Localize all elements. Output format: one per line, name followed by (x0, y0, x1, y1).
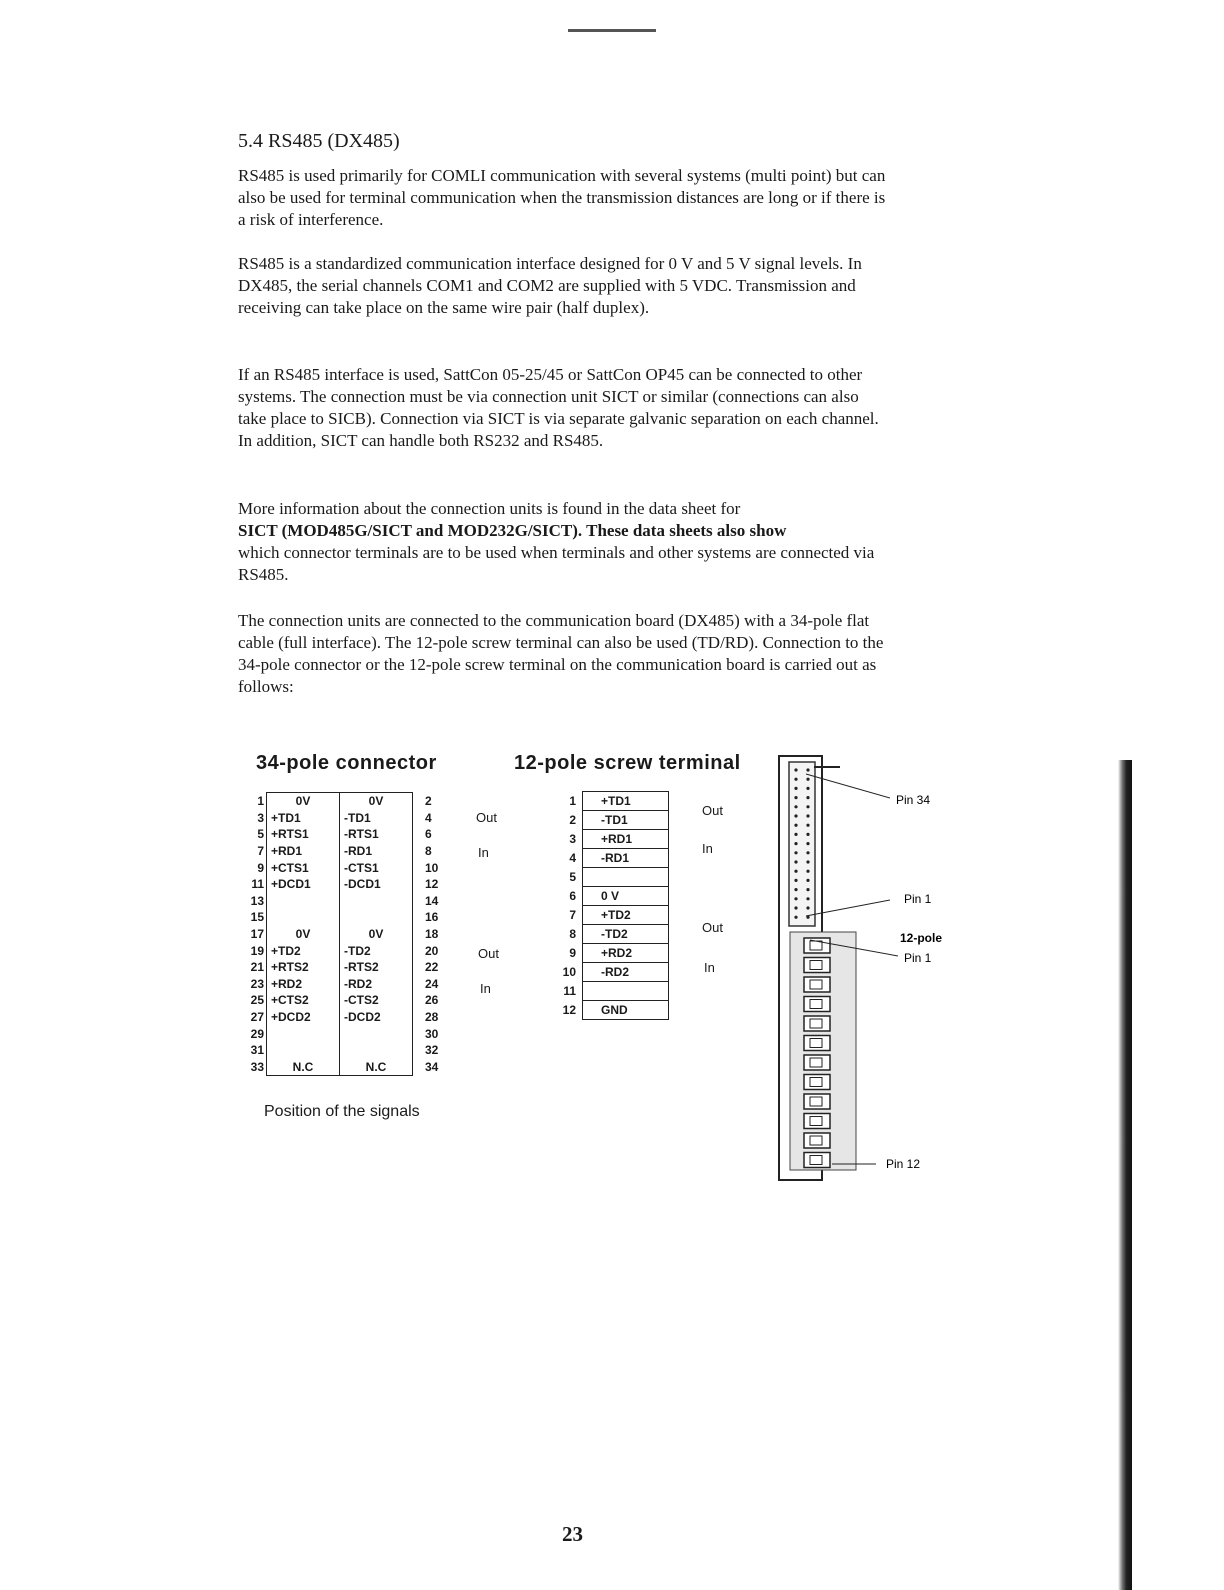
terminal-number: 1 (569, 794, 576, 808)
pin-number: 28 (425, 1010, 439, 1025)
terminal12-label-out-2: Out (702, 920, 723, 935)
header-pin (794, 860, 797, 863)
connector34-label-in-1: In (478, 845, 489, 860)
header-pin (806, 860, 809, 863)
pin-number: 13 (250, 893, 264, 908)
connector34-label-out-2: Out (478, 946, 499, 961)
header-pin (794, 833, 797, 836)
terminal12-row (548, 925, 669, 944)
signal-cell: -CTS1 (340, 859, 413, 876)
header-pin (806, 842, 809, 845)
connector34-row (246, 859, 445, 876)
pin-number: 23 (250, 976, 264, 991)
terminal12-row (548, 982, 669, 1001)
pin-number: 11 (251, 877, 264, 892)
signal-cell (267, 1025, 340, 1042)
pin-number: 22 (425, 960, 439, 975)
signal-cell: N.C (340, 1059, 413, 1076)
signal-cell (340, 893, 413, 910)
screw-terminal (804, 1075, 830, 1090)
terminal-number: 8 (569, 927, 576, 941)
pin-number: 17 (250, 927, 264, 942)
terminal-signal: +TD1 (583, 792, 669, 811)
signal-cell: 0V (340, 926, 413, 943)
header-pin (794, 870, 797, 873)
screw-terminal (804, 958, 830, 973)
header-pin (806, 833, 809, 836)
pin-number: 32 (425, 1043, 439, 1058)
paragraph-4 (238, 498, 888, 586)
screw-terminal (804, 938, 830, 953)
connector34-row (246, 992, 445, 1009)
connector34-header (789, 762, 815, 926)
header-pin (794, 796, 797, 799)
header-pin (806, 870, 809, 873)
paragraph-4-line-3: which connector terminals are to be used when terminals and other systems are connected via RS485. (238, 543, 875, 584)
connector34-row (246, 976, 445, 993)
header-pin (794, 888, 797, 891)
screw-terminal (804, 1114, 830, 1129)
paragraph-3: If an RS485 interface is used, SattCon 05-25/45 or SattCon OP45 can be connected to other systems. The connection must be via connection unit SICT or similar (connections can also take place to SICB). Connection via SICT is via separate galvanic separation on each channel. In addition, SICT can handle both RS232 and RS485. (238, 365, 879, 450)
signal-cell: +TD1 (267, 810, 340, 827)
connector34-row (246, 959, 445, 976)
signal-cell: +CTS1 (267, 859, 340, 876)
pin-number: 14 (425, 893, 439, 908)
pin-number: 31 (250, 1043, 264, 1058)
terminal12-table (548, 791, 669, 1020)
terminal12-row (548, 792, 669, 811)
signal-cell (267, 893, 340, 910)
signal-cell: -RTS2 (340, 959, 413, 976)
pin34-label: Pin 34 (896, 793, 931, 807)
connector34-label-out-1: Out (476, 810, 497, 825)
signal-cell: -TD2 (340, 942, 413, 959)
pin-number: 12 (425, 877, 439, 892)
pin-number: 1 (257, 794, 264, 809)
signal-cell: +DCD1 (267, 876, 340, 893)
screw-terminal (804, 1036, 830, 1051)
signal-cell (340, 909, 413, 926)
header-pin (806, 897, 809, 900)
paragraph-1: RS485 is used primarily for COMLI communication with several systems (multi point) but can also be used for terminal communication when the transmission distances are long or if there is a risk of interference. (238, 166, 886, 229)
figure-caption: Position of the signals (264, 1103, 420, 1120)
terminal12-row (548, 868, 669, 887)
header-pin (806, 906, 809, 909)
terminal12-row (548, 849, 669, 868)
signal-cell: -TD1 (340, 810, 413, 827)
connector34-label-in-2: In (480, 981, 491, 996)
paragraph-4-line-1: More information about the connection units is found in the data sheet for (238, 499, 741, 518)
terminal-signal: -TD2 (583, 925, 669, 944)
terminal12-label-out-1: Out (702, 803, 723, 818)
screw-terminal (804, 1133, 830, 1148)
terminal-number: 3 (569, 832, 576, 846)
pin-number: 15 (250, 910, 264, 925)
header-pin (806, 787, 809, 790)
signal-cell (340, 1025, 413, 1042)
pin1-leader (806, 900, 890, 916)
header-pin (794, 879, 797, 882)
section-heading: 5.4 RS485 (DX485) (238, 130, 400, 152)
terminal-signal: -RD1 (583, 849, 669, 868)
header-pin (794, 906, 797, 909)
terminal-signal: -TD1 (583, 811, 669, 830)
screw-terminal (804, 977, 830, 992)
signal-cell: N.C (267, 1059, 340, 1076)
terminal12-row (548, 830, 669, 849)
signal-cell: -RD2 (340, 976, 413, 993)
terminal-signal: +RD2 (583, 944, 669, 963)
terminal-number: 11 (563, 984, 576, 998)
pin-number: 26 (425, 993, 439, 1008)
connector34-row (246, 1009, 445, 1026)
terminal-number: 7 (569, 908, 576, 922)
signal-cell (340, 1042, 413, 1059)
connector34-row (246, 909, 445, 926)
header-pin (794, 824, 797, 827)
pin-number: 34 (425, 1060, 439, 1075)
connector34-row (246, 1025, 445, 1042)
signal-cell: -DCD2 (340, 1009, 413, 1026)
connector34-row (246, 926, 445, 943)
connector34-table (246, 792, 445, 1076)
signal-cell: +RD2 (267, 976, 340, 993)
pin-number: 6 (425, 827, 432, 842)
header-pin (806, 851, 809, 854)
pin-number: 30 (425, 1026, 439, 1041)
terminal12-label-in-1: In (702, 841, 713, 856)
paragraph-5: The connection units are connected to the communication board (DX485) with a 34-pole flat cable (full interface). The 12-pole screw terminal can also be used (TD/RD). Connection to the 34-pole connector or the 12-pole screw terminal on the communication board is carried out as follows: (238, 611, 884, 696)
pin-number: 7 (257, 844, 264, 859)
header-pin (806, 888, 809, 891)
connector34-row (246, 942, 445, 959)
header-pin (794, 842, 797, 845)
terminal-signal: GND (583, 1001, 669, 1020)
page-number: 23 (562, 1522, 583, 1546)
screw-terminal (804, 997, 830, 1012)
pin-number: 19 (250, 943, 264, 958)
signal-cell: -RTS1 (340, 826, 413, 843)
pin-number: 3 (257, 810, 264, 825)
signal-cell: +RD1 (267, 843, 340, 860)
connector34-row (246, 876, 445, 893)
header-pin (794, 897, 797, 900)
pin-number: 20 (425, 943, 439, 958)
terminal12-row (548, 944, 669, 963)
top-rule (568, 29, 656, 32)
header-pin (806, 814, 809, 817)
header-pin (806, 768, 809, 771)
terminal-number: 12 (562, 1003, 576, 1017)
terminal-signal: +RD1 (583, 830, 669, 849)
signal-cell: 0V (340, 793, 413, 810)
signal-cell: -DCD1 (340, 876, 413, 893)
terminal-signal: 0 V (583, 887, 669, 906)
pin-number: 10 (425, 860, 439, 875)
pole12-label: 12-pole (900, 931, 943, 945)
terminal12-row (548, 887, 669, 906)
pin-number: 21 (250, 960, 264, 975)
connector34-row (246, 843, 445, 860)
terminal-signal (583, 868, 669, 887)
board-diagram (770, 752, 970, 1192)
pin-number: 16 (425, 910, 439, 925)
terminal-number: 5 (569, 870, 576, 884)
terminal12-title: 12-pole screw terminal (514, 752, 741, 774)
connector34-row (246, 793, 445, 810)
header-pin (794, 916, 797, 919)
pin-number: 5 (257, 827, 264, 842)
pin1-label: Pin 1 (904, 892, 932, 906)
signal-cell: +RTS2 (267, 959, 340, 976)
connector34-title: 34-pole connector (256, 752, 437, 774)
header-pin (806, 778, 809, 781)
header-pin (794, 787, 797, 790)
terminal-signal: +TD2 (583, 906, 669, 925)
terminal-number: 9 (569, 946, 576, 960)
pole12-pin1-label: Pin 1 (904, 951, 932, 965)
terminal12-row (548, 906, 669, 925)
terminal12-row (548, 811, 669, 830)
pin12-label: Pin 12 (886, 1157, 921, 1171)
screw-terminal (804, 1153, 830, 1168)
header-pin (794, 851, 797, 854)
header-pin (806, 796, 809, 799)
signal-cell: -RD1 (340, 843, 413, 860)
pin-number: 18 (425, 927, 439, 942)
terminal12-row (548, 1001, 669, 1020)
terminal-number: 6 (569, 889, 576, 903)
signal-cell (267, 1042, 340, 1059)
screw-terminal (804, 1016, 830, 1031)
terminal-number: 4 (569, 851, 576, 865)
connector34-row (246, 893, 445, 910)
pin-number: 25 (250, 993, 264, 1008)
connector34-row (246, 1042, 445, 1059)
connector34-row (246, 826, 445, 843)
screw-terminal (804, 1094, 830, 1109)
signal-cell: +TD2 (267, 942, 340, 959)
header-pin (794, 805, 797, 808)
pin-number: 2 (425, 794, 432, 809)
signal-cell: +CTS2 (267, 992, 340, 1009)
header-pin (806, 824, 809, 827)
pin-number: 24 (425, 976, 439, 991)
paragraph-4-line-2: SICT (MOD485G/SICT and MOD232G/SICT). These data sheets also show (238, 521, 787, 540)
header-pin (794, 768, 797, 771)
terminal12-label-in-2: In (704, 960, 715, 975)
header-pin (794, 778, 797, 781)
pin-number: 29 (250, 1026, 264, 1041)
signal-cell: -CTS2 (340, 992, 413, 1009)
terminal-signal: -RD2 (583, 963, 669, 982)
pin34-leader (806, 774, 890, 798)
terminal-number: 10 (562, 965, 576, 979)
signal-cell: +RTS1 (267, 826, 340, 843)
terminal-signal (583, 982, 669, 1001)
header-pin (806, 805, 809, 808)
terminal12-row (548, 963, 669, 982)
pin-number: 33 (250, 1060, 264, 1075)
pin-number: 4 (425, 810, 432, 825)
connector34-row (246, 1059, 445, 1076)
signal-cell: 0V (267, 926, 340, 943)
pin-number: 9 (257, 860, 264, 875)
screw-terminal (804, 1055, 830, 1070)
pin-number: 27 (250, 1010, 264, 1025)
scan-edge-shadow (1118, 760, 1132, 1590)
signal-cell: +DCD2 (267, 1009, 340, 1026)
signal-cell: 0V (267, 793, 340, 810)
pin-number: 8 (425, 844, 432, 859)
paragraph-2: RS485 is a standardized communication interface designed for 0 V and 5 V signal levels. In DX485, the serial channels COM1 and COM2 are supplied with 5 VDC. Transmission and receiving can take place on the same wire pair (half duplex). (238, 254, 862, 317)
header-pin (806, 879, 809, 882)
connector34-row (246, 810, 445, 827)
header-pin (794, 814, 797, 817)
signal-cell (267, 909, 340, 926)
terminal-number: 2 (569, 813, 576, 827)
